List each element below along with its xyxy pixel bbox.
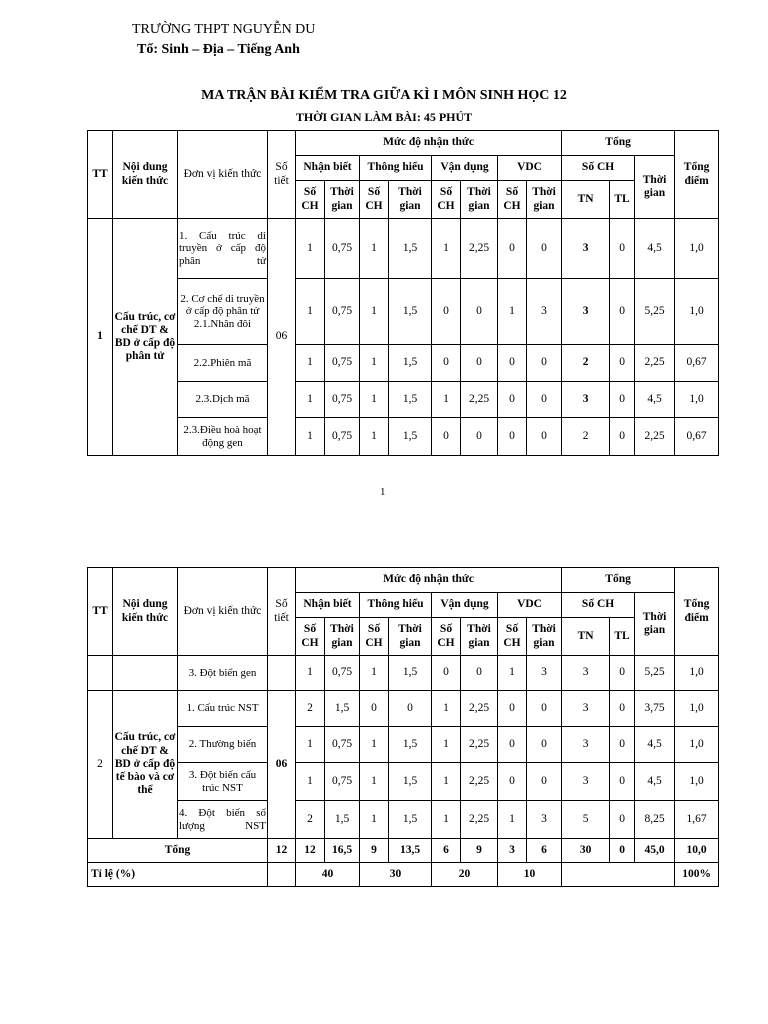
cell: 3 <box>562 656 610 691</box>
cell: 2,25 <box>635 345 675 382</box>
cell: 0,75 <box>325 656 360 691</box>
table-row <box>88 418 719 456</box>
cell: 0,75 <box>325 279 360 345</box>
cell: 1,5 <box>389 801 432 839</box>
col-understand: Thông hiểu <box>360 156 432 181</box>
col-unit: Đơn vị kiến thức <box>178 568 268 656</box>
section-periods: 06 <box>268 219 296 456</box>
cell: 5,25 <box>635 279 675 345</box>
cell: 1 <box>296 279 325 345</box>
cell: 1 <box>296 727 325 763</box>
table-row <box>88 763 719 801</box>
cell: 8,25 <box>635 801 675 839</box>
cell: 1,5 <box>325 691 360 727</box>
cell: 2,25 <box>461 219 498 279</box>
cell: 3 <box>498 839 527 863</box>
cell: 2 <box>296 691 325 727</box>
cell: 1 <box>432 382 461 418</box>
cell: 3 <box>527 279 562 345</box>
col-vdc-time: Thời gian <box>527 181 562 219</box>
section-periods: 06 <box>268 691 296 839</box>
col-total-time: Thời gian <box>635 156 675 219</box>
cell: 1 <box>360 656 389 691</box>
cell: 1,0 <box>675 219 719 279</box>
cell: 0 <box>498 219 527 279</box>
col-recognize-count: Số CH <box>296 181 325 219</box>
cell: 2 <box>562 418 610 456</box>
cell: 1,0 <box>675 382 719 418</box>
unit-cell: 2. Thường biến <box>178 727 268 763</box>
unit-cell: 3. Đột biến cấu trúc NST <box>178 763 268 801</box>
cell: 2,25 <box>461 691 498 727</box>
cell: 1,5 <box>389 345 432 382</box>
section-tt: 2 <box>88 691 113 839</box>
cell: 0 <box>498 382 527 418</box>
cell: 0,75 <box>325 418 360 456</box>
col-recognize-count: Số CH <box>296 618 325 656</box>
cell: 0 <box>461 418 498 456</box>
empty-cell <box>113 656 178 691</box>
cell: 1,0 <box>675 656 719 691</box>
cell: 1 <box>296 656 325 691</box>
cell: 0 <box>610 382 635 418</box>
cell: 1,0 <box>675 727 719 763</box>
cell: 0,75 <box>325 382 360 418</box>
col-apply-time: Thời gian <box>461 181 498 219</box>
col-recognize-time: Thời gian <box>325 618 360 656</box>
cell: 3 <box>527 801 562 839</box>
cell: 0,75 <box>325 727 360 763</box>
col-apply-count: Số CH <box>432 181 461 219</box>
document-title: MA TRẬN BÀI KIỂM TRA GIỮA KÌ I MÔN SINH HỌC 12 <box>201 88 567 103</box>
cell: 0 <box>610 219 635 279</box>
cell: 3 <box>562 727 610 763</box>
cell: 1,5 <box>325 801 360 839</box>
cell: 1 <box>360 801 389 839</box>
col-vdc: VDC <box>498 156 562 181</box>
cell: 0 <box>498 691 527 727</box>
ratio-row <box>88 863 719 887</box>
cell: 0 <box>498 727 527 763</box>
cell: 1 <box>432 727 461 763</box>
cell: 1,5 <box>389 219 432 279</box>
unit-cell: 3. Đột biến gen <box>178 656 268 691</box>
cell: 1 <box>296 382 325 418</box>
cell: 0 <box>527 219 562 279</box>
total-periods: 12 <box>268 839 296 863</box>
col-vdc-time: Thời gian <box>527 618 562 656</box>
cell: 1,67 <box>675 801 719 839</box>
col-vdc: VDC <box>498 593 562 618</box>
cell: 2,25 <box>461 763 498 801</box>
cell: 0 <box>610 691 635 727</box>
cell: 9 <box>461 839 498 863</box>
cell: 2,25 <box>461 727 498 763</box>
cell: 3,75 <box>635 691 675 727</box>
matrix-table-page1 <box>87 130 719 456</box>
cell: 2,25 <box>635 418 675 456</box>
ratio-vdc: 10 <box>498 863 562 887</box>
cell: 1 <box>498 279 527 345</box>
col-total: Tổng <box>562 568 675 593</box>
ratio-label: Tỉ lệ (%) <box>88 863 268 887</box>
table-row <box>88 279 719 345</box>
col-understand-time: Thời gian <box>389 618 432 656</box>
col-apply: Vận dụng <box>432 156 498 181</box>
cell: 1 <box>360 382 389 418</box>
cell: 0 <box>389 691 432 727</box>
cell: 0 <box>498 345 527 382</box>
cell: 0,75 <box>325 345 360 382</box>
unit-cell: 2.2.Phiên mã <box>178 345 268 382</box>
cell: 1,0 <box>675 763 719 801</box>
cell: 30 <box>562 839 610 863</box>
department-name: Tổ: Sinh – Địa – Tiếng Anh <box>137 42 300 57</box>
col-tl: TL <box>610 618 635 656</box>
cell: 2 <box>296 801 325 839</box>
cell: 0 <box>432 656 461 691</box>
cell: 0,75 <box>325 219 360 279</box>
cell: 1,0 <box>675 691 719 727</box>
page-number: 1 <box>380 486 386 498</box>
section-content: Cấu trúc, cơ chế DT & BD ở cấp độ tế bào và cơ thể <box>113 691 178 839</box>
col-tt: TT <box>88 131 113 219</box>
cell: 0 <box>527 727 562 763</box>
unit-cell: 1. Cấu trúc NST <box>178 691 268 727</box>
table-row <box>88 801 719 839</box>
cell: 1,5 <box>389 279 432 345</box>
col-total: Tổng <box>562 131 675 156</box>
cell: 1,0 <box>675 279 719 345</box>
cell: 0 <box>360 691 389 727</box>
cell: 4,5 <box>635 727 675 763</box>
table-row <box>88 656 719 691</box>
cell: 0,67 <box>675 418 719 456</box>
cell: 0,67 <box>675 345 719 382</box>
cell: 4,5 <box>635 382 675 418</box>
cell: 0 <box>461 345 498 382</box>
cell: 1 <box>296 418 325 456</box>
document-subtitle: THỜI GIAN LÀM BÀI: 45 PHÚT <box>295 110 473 124</box>
cell: 0 <box>498 763 527 801</box>
col-unit: Đơn vị kiến thức <box>178 131 268 219</box>
empty-cell <box>562 863 675 887</box>
cell: 1,5 <box>389 418 432 456</box>
col-tt: TT <box>88 568 113 656</box>
col-question-count: Số CH <box>562 593 635 618</box>
cell: 3 <box>562 279 610 345</box>
cell: 1,5 <box>389 656 432 691</box>
col-recognize: Nhận biết <box>296 156 360 181</box>
ratio-apply: 20 <box>432 863 498 887</box>
col-total-time: Thời gian <box>635 593 675 656</box>
ratio-recognize: 40 <box>296 863 360 887</box>
cell: 3 <box>562 691 610 727</box>
empty-cell <box>268 863 296 887</box>
cell: 1,5 <box>389 382 432 418</box>
unit-cell: 4. Đột biến số lượng NST <box>178 801 268 839</box>
table-header-row-1 <box>88 568 719 593</box>
cell: 3 <box>562 219 610 279</box>
cell: 6 <box>432 839 461 863</box>
cell: 0 <box>498 418 527 456</box>
cell: 0 <box>610 763 635 801</box>
cell: 0 <box>527 691 562 727</box>
section-tt: 1 <box>88 219 113 456</box>
cell: 1 <box>296 763 325 801</box>
cell: 0 <box>610 839 635 863</box>
total-row <box>88 839 719 863</box>
cell: 1 <box>360 763 389 801</box>
cell: 2,25 <box>461 801 498 839</box>
cell: 0 <box>527 763 562 801</box>
col-recognize: Nhận biết <box>296 593 360 618</box>
cell: 0 <box>527 382 562 418</box>
cell: 1 <box>296 219 325 279</box>
cell: 45,0 <box>635 839 675 863</box>
cell: 6 <box>527 839 562 863</box>
col-content: Nội dung kiến thức <box>113 131 178 219</box>
col-understand-time: Thời gian <box>389 181 432 219</box>
section-content: Cấu trúc, cơ chế DT & BD ở cấp độ phân tử <box>113 219 178 456</box>
cell: 0,75 <box>325 763 360 801</box>
col-question-count: Số CH <box>562 156 635 181</box>
col-vdc-count: Số CH <box>498 618 527 656</box>
unit-cell: 2.3.Điều hoà hoạt động gen <box>178 418 268 456</box>
table-header-row-1 <box>88 131 719 156</box>
cell: 0 <box>610 418 635 456</box>
cell: 0 <box>610 727 635 763</box>
table-row <box>88 382 719 418</box>
cell: 4,5 <box>635 763 675 801</box>
col-understand-count: Số CH <box>360 618 389 656</box>
cell: 1 <box>498 656 527 691</box>
matrix-table-page2 <box>87 567 719 887</box>
cell: 9 <box>360 839 389 863</box>
col-vdc-count: Số CH <box>498 181 527 219</box>
cell: 3 <box>562 382 610 418</box>
table-row <box>88 727 719 763</box>
unit-cell: 1. Cấu trúc di truyền ở cấp độ phân tử <box>178 219 268 279</box>
col-tl: TL <box>610 181 635 219</box>
col-tn: TN <box>562 181 610 219</box>
cell: 0 <box>610 279 635 345</box>
cell: 0 <box>610 345 635 382</box>
cell: 3 <box>527 656 562 691</box>
empty-cell <box>268 656 296 691</box>
table-row <box>88 691 719 727</box>
cell: 5 <box>562 801 610 839</box>
cell: 1 <box>432 763 461 801</box>
cell: 1 <box>360 727 389 763</box>
table-row <box>88 345 719 382</box>
cell: 3 <box>562 763 610 801</box>
cell: 1 <box>296 345 325 382</box>
cell: 1 <box>360 345 389 382</box>
cell: 0 <box>432 279 461 345</box>
cell: 0 <box>432 345 461 382</box>
cell: 0 <box>461 279 498 345</box>
cell: 1 <box>498 801 527 839</box>
col-total-score: Tổng điểm <box>675 568 719 656</box>
col-apply: Vận dụng <box>432 593 498 618</box>
cell: 0 <box>610 656 635 691</box>
unit-cell: 2.3.Dịch mã <box>178 382 268 418</box>
cell: 0 <box>432 418 461 456</box>
cell: 1 <box>432 691 461 727</box>
col-cognitive-level: Mức độ nhận thức <box>296 568 562 593</box>
col-apply-count: Số CH <box>432 618 461 656</box>
cell: 10,0 <box>675 839 719 863</box>
col-understand: Thông hiểu <box>360 593 432 618</box>
total-label: Tổng <box>88 839 268 863</box>
cell: 4,5 <box>635 219 675 279</box>
col-recognize-time: Thời gian <box>325 181 360 219</box>
cell: 1,5 <box>389 727 432 763</box>
cell: 16,5 <box>325 839 360 863</box>
cell: 12 <box>296 839 325 863</box>
cell: 0 <box>527 345 562 382</box>
cell: 1 <box>360 219 389 279</box>
col-total-score: Tổng điểm <box>675 131 719 219</box>
col-periods: Số tiết <box>268 131 296 219</box>
cell: 2 <box>562 345 610 382</box>
ratio-understand: 30 <box>360 863 432 887</box>
cell: 1 <box>360 279 389 345</box>
unit-cell: 2. Cơ chế di truyền ở cấp độ phân tử 2.1.Nhân đôi <box>178 279 268 345</box>
cell: 1,5 <box>389 763 432 801</box>
col-cognitive-level: Mức độ nhận thức <box>296 131 562 156</box>
cell: 1 <box>432 801 461 839</box>
ratio-total: 100% <box>675 863 719 887</box>
col-content: Nội dung kiến thức <box>113 568 178 656</box>
cell: 5,25 <box>635 656 675 691</box>
cell: 0 <box>610 801 635 839</box>
school-name: TRƯỜNG THPT NGUYỄN DU <box>132 22 316 37</box>
cell: 1 <box>432 219 461 279</box>
empty-cell <box>88 656 113 691</box>
table-row <box>88 219 719 279</box>
col-apply-time: Thời gian <box>461 618 498 656</box>
cell: 2,25 <box>461 382 498 418</box>
col-tn: TN <box>562 618 610 656</box>
cell: 0 <box>461 656 498 691</box>
cell: 1 <box>360 418 389 456</box>
col-periods: Số tiết <box>268 568 296 656</box>
cell: 13,5 <box>389 839 432 863</box>
col-understand-count: Số CH <box>360 181 389 219</box>
cell: 0 <box>527 418 562 456</box>
